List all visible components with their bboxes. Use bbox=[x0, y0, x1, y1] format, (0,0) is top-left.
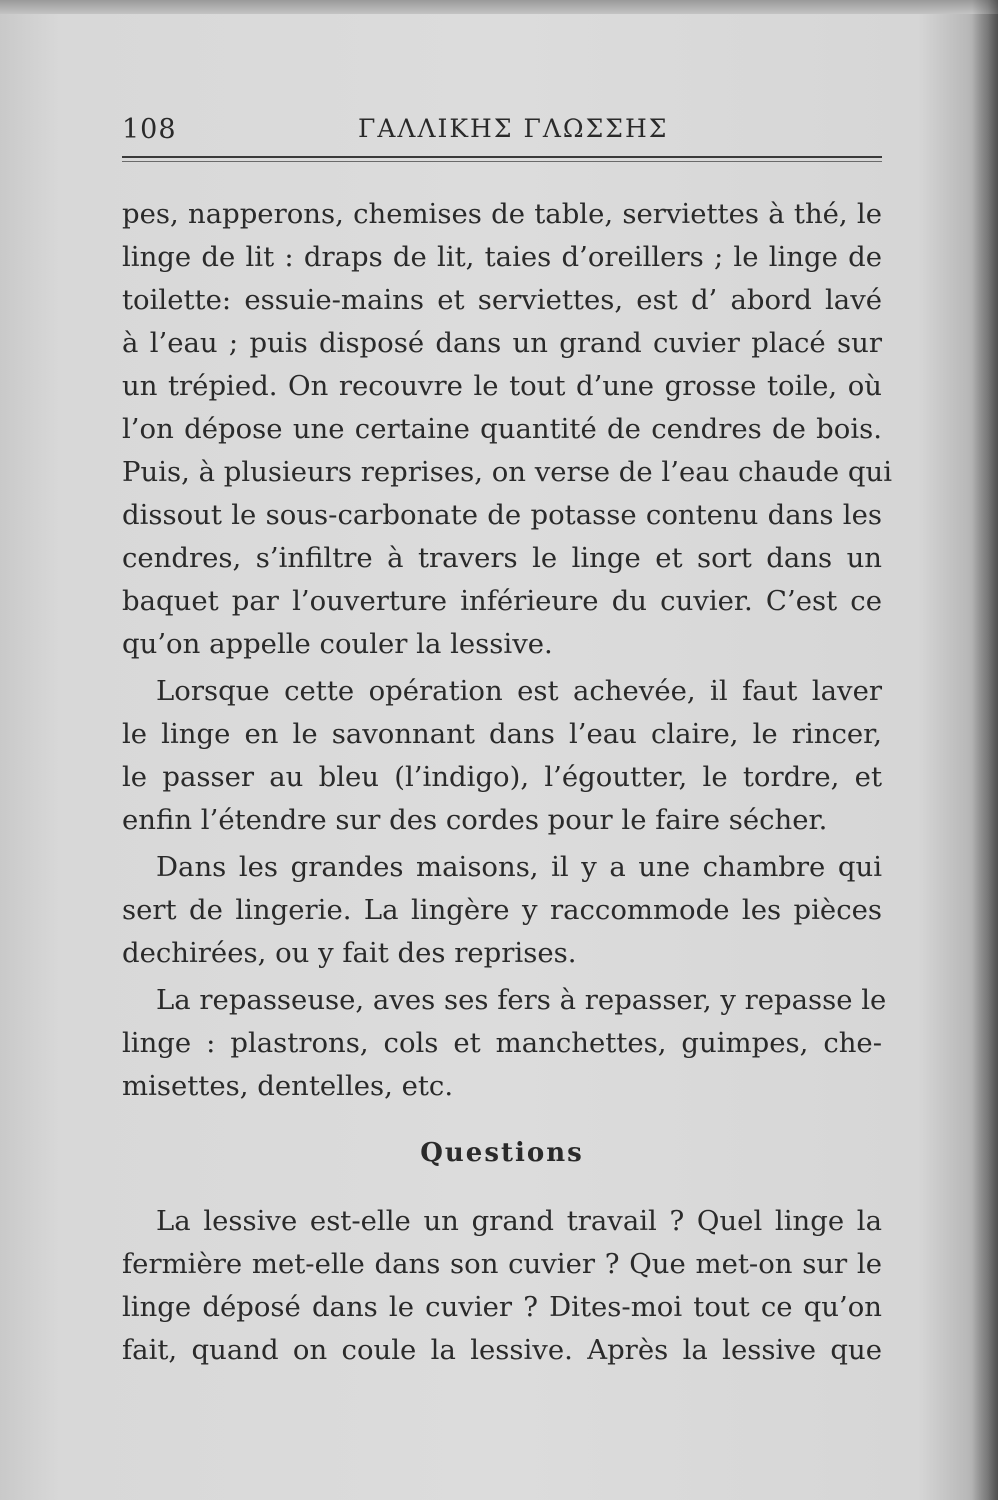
section-heading: Questions bbox=[420, 1138, 584, 1168]
text-line: qu’on appelle couler la lessive. bbox=[122, 628, 553, 660]
page-binding-shadow bbox=[972, 0, 998, 1500]
text-line: Puis, à plusieurs reprises, on verse de l’eau chaude qui bbox=[122, 456, 893, 488]
text-line: fait, quand on coule la lessive. Après la lessive que bbox=[122, 1334, 882, 1366]
paragraph-4 bbox=[122, 979, 887, 1108]
text-line: pes, napperons, chemises de table, serviettes à thé, le bbox=[122, 198, 882, 230]
text-line: Lorsque cette opération est achevée, il faut laver bbox=[156, 675, 882, 707]
text-line: Dans les grandes maisons, il y a une chambre qui bbox=[156, 851, 882, 883]
paragraph-3 bbox=[122, 846, 882, 975]
text-line: le passer au bleu (l’indigo), l’égoutter, le tordre, et bbox=[122, 761, 882, 793]
questions-text bbox=[122, 1200, 882, 1372]
running-head bbox=[122, 114, 882, 154]
text-line: cendres, s’infiltre à travers le linge et sort dans un bbox=[122, 542, 882, 574]
text-line: l’on dépose une certaine quantité de cendres de bois. bbox=[122, 413, 882, 445]
text-line: La lessive est-elle un grand travail ? Quel linge la bbox=[156, 1205, 882, 1237]
header-rule-thin bbox=[122, 161, 882, 162]
text-line: La repasseuse, aves ses fers à repasser, y repasse le bbox=[156, 984, 887, 1016]
page-number: 108 bbox=[122, 114, 177, 145]
text-line: dechirées, ou y fait des reprises. bbox=[122, 937, 577, 969]
text-line: baquet par l’ouverture inférieure du cuvier. C’est ce bbox=[122, 585, 882, 617]
text-line: sert de lingerie. La lingère y raccommode les pièces bbox=[122, 894, 882, 926]
text-line: toilette: essuie-mains et serviettes, est d’ abord lavé bbox=[122, 284, 882, 316]
text-line: le linge en le savonnant dans l’eau claire, le rincer, bbox=[122, 718, 882, 750]
text-line: dissout le sous-carbonate de potasse contenu dans les bbox=[122, 499, 882, 531]
page-top-edge bbox=[0, 0, 998, 14]
running-title: ΓΑΛΛΙΚΗΣ ΓΛΩΣΣΗΣ bbox=[358, 114, 669, 143]
paragraph-2 bbox=[122, 670, 882, 842]
text-line: fermière met-elle dans son cuvier ? Que met-on sur le bbox=[122, 1248, 882, 1280]
text-line: un trépied. On recouvre le tout d’une grosse toile, où bbox=[122, 370, 882, 402]
text-line: linge déposé dans le cuvier ? Dites-moi tout ce qu’on bbox=[122, 1291, 882, 1323]
text-line: linge : plastrons, cols et manchettes, guimpes, che- bbox=[122, 1027, 882, 1059]
text-line: linge de lit : draps de lit, taies d’oreillers ; le linge de bbox=[122, 241, 882, 273]
paragraph-1 bbox=[122, 193, 893, 666]
text-line: misettes, dentelles, etc. bbox=[122, 1070, 454, 1102]
text-line: enfin l’étendre sur des cordes pour le faire sécher. bbox=[122, 804, 828, 836]
body-text bbox=[122, 193, 893, 1108]
text-line: à l’eau ; puis disposé dans un grand cuvier placé sur bbox=[122, 327, 882, 359]
header-rule bbox=[122, 156, 882, 158]
